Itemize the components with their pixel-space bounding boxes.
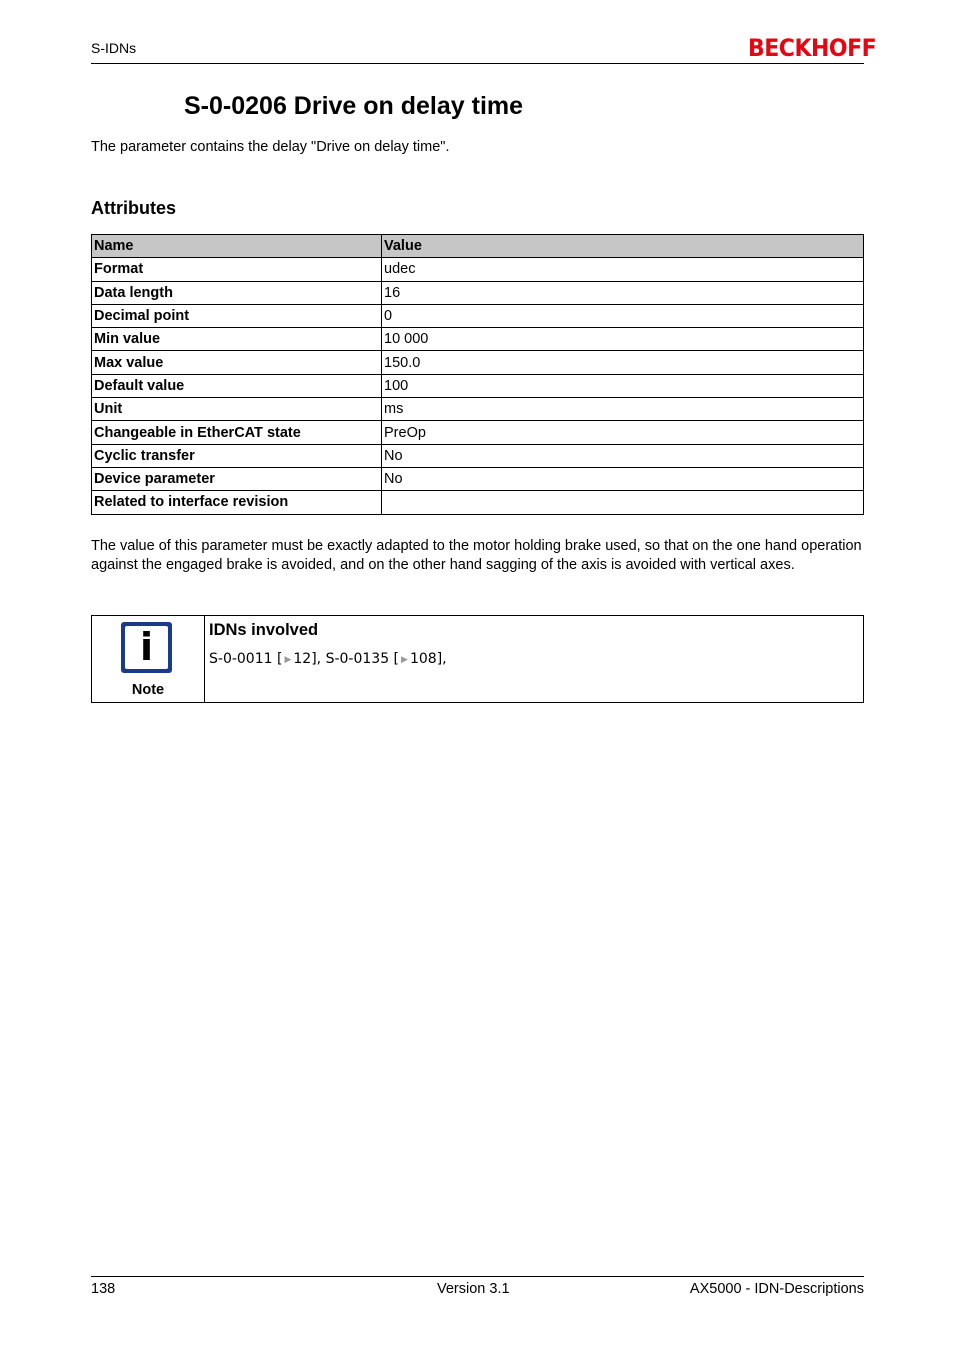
attribute-value-cell: 16 — [382, 281, 864, 304]
attribute-name-cell: Device parameter — [92, 467, 382, 490]
attribute-value-cell: ms — [382, 398, 864, 421]
table-row — [92, 258, 864, 281]
table-row — [92, 491, 864, 514]
attribute-value-cell: No — [382, 444, 864, 467]
intro-text: The parameter contains the delay "Drive on delay time". — [91, 139, 450, 155]
page-number: 138 — [91, 1281, 116, 1297]
idn-link-1-label: S-0-0011 — [209, 651, 273, 667]
table-row — [92, 351, 864, 374]
table-row — [92, 328, 864, 351]
attribute-value-cell: 0 — [382, 304, 864, 327]
page-arrow-icon: ▶ — [401, 655, 408, 665]
idn-link-1-page: 12 — [293, 651, 312, 667]
attribute-name-cell: Max value — [92, 351, 382, 374]
document-name: AX5000 - IDN-Descriptions — [689, 1281, 864, 1297]
attribute-name-cell: Unit — [92, 398, 382, 421]
attribute-value-cell: 150.0 — [382, 351, 864, 374]
column-header-name: Name — [92, 235, 382, 258]
attribute-name-cell: Decimal point — [92, 304, 382, 327]
idn-link-2-page: 108 — [409, 651, 437, 667]
info-icon: i — [121, 622, 172, 673]
table-row — [92, 398, 864, 421]
header-divider — [91, 63, 864, 64]
note-title: IDNs involved — [209, 621, 319, 639]
idn-link-1[interactable]: S-0-0011 [ ▶ 12] — [209, 651, 317, 667]
header-section-label: S-IDNs — [91, 40, 137, 56]
table-row — [92, 467, 864, 490]
note-icon-cell — [92, 616, 205, 702]
version-label: Version 3.1 — [437, 1281, 510, 1297]
page-title: S-0-0206 Drive on delay time — [184, 92, 524, 120]
table-row — [92, 374, 864, 397]
idn-link-2-label: S-0-0135 — [325, 651, 390, 667]
idn-link-2[interactable]: S-0-0135 [ ▶ 108] — [325, 651, 443, 667]
note-label: Note — [131, 682, 165, 698]
table-row — [92, 421, 864, 444]
beckhoff-logo: BECKHOFF — [748, 35, 877, 63]
attribute-name-cell: Format — [92, 258, 382, 281]
note-links: S-0-0011 [ ▶ 12], S-0-0135 [ ▶ 108], — [209, 651, 447, 667]
footer-divider — [91, 1276, 864, 1277]
attribute-value-cell: udec — [382, 258, 864, 281]
column-header-value: Value — [382, 235, 864, 258]
page-arrow-icon: ▶ — [284, 655, 292, 665]
attribute-name-cell: Default value — [92, 374, 382, 397]
attributes-table — [91, 234, 864, 515]
attribute-name-cell: Related to interface revision — [92, 491, 382, 514]
attributes-heading: Attributes — [91, 198, 176, 218]
attribute-name-cell: Min value — [92, 328, 382, 351]
table-header-row — [92, 235, 864, 258]
table-row — [92, 281, 864, 304]
attribute-name-cell: Data length — [92, 281, 382, 304]
attribute-value-cell: No — [382, 467, 864, 490]
attribute-value-cell: 100 — [382, 374, 864, 397]
description-paragraph: The value of this parameter must be exactly adapted to the motor holding brake used, so that on the one hand operation against the engaged brake is avoided, and on the other hand sagging of the axis is avoided with vertical axes. — [91, 538, 862, 573]
attribute-value-cell: 10 000 — [382, 328, 864, 351]
attribute-value-cell — [382, 491, 864, 514]
attribute-name-cell: Cyclic transfer — [92, 444, 382, 467]
table-row — [92, 444, 864, 467]
attribute-value-cell: PreOp — [382, 421, 864, 444]
table-row — [92, 304, 864, 327]
note-box — [91, 615, 864, 703]
attribute-name-cell: Changeable in EtherCAT state — [92, 421, 382, 444]
